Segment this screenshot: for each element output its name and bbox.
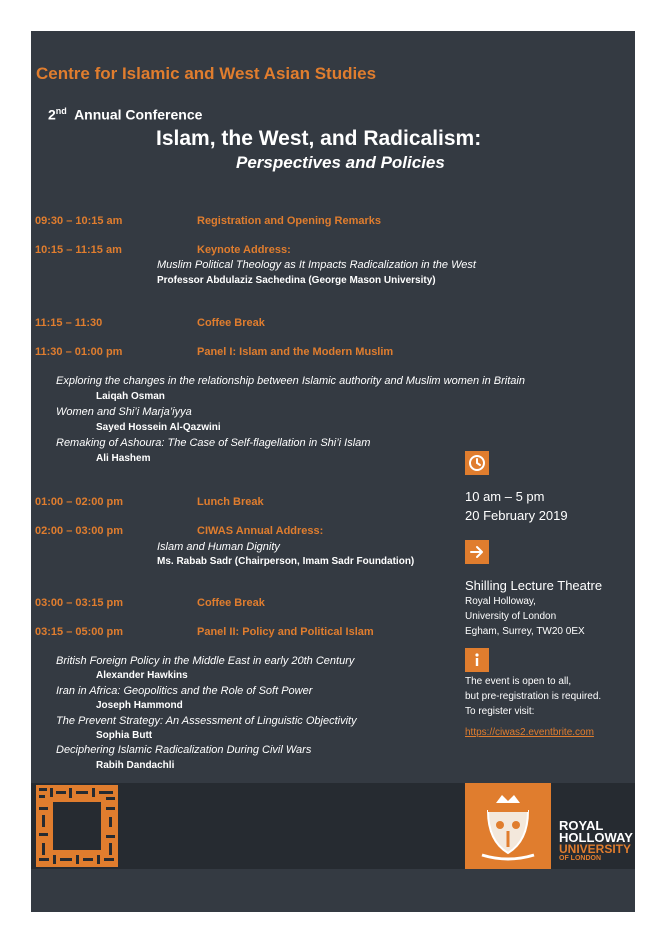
talk-panel1-2: Women and Shi’i Marja’iyya <box>56 406 192 418</box>
speaker-panel2-2: Joseph Hammond <box>96 700 183 711</box>
time-panel-1: 11:30 – 01:00 pm <box>35 346 123 358</box>
ciwas-logo <box>36 785 118 867</box>
session-keynote: Keynote Address: <box>197 244 291 256</box>
rh-name-line-3: UNIVERSITY <box>559 842 632 856</box>
session-panel-1: Panel I: Islam and the Modern Muslim <box>197 346 394 358</box>
speaker-address: Ms. Rabab Sadr (Chairperson, Imam Sadr Foundation) <box>157 556 415 567</box>
time-panel-2: 03:15 – 05:00 pm <box>35 626 124 638</box>
session-registration: Registration and Opening Remarks <box>197 215 381 227</box>
talk-panel1-3: Remaking of Ashoura: The Case of Self-flagellation in Shi’i Islam <box>56 437 371 449</box>
session-coffee-2: Coffee Break <box>197 597 265 609</box>
time-coffee-1: 11:15 – 11:30 <box>35 317 103 329</box>
crest-icon <box>478 791 538 861</box>
registration-link[interactable]: https://ciwas2.eventbrite.com <box>465 727 594 738</box>
event-date: 20 February 2019 <box>465 508 568 523</box>
time-address: 02:00 – 03:00 pm <box>35 525 124 537</box>
time-registration: 09:30 – 10:15 am <box>35 215 123 227</box>
rh-name-line-4: OF LONDON <box>559 855 601 862</box>
speaker-panel1-2: Sayed Hossein Al-Qazwini <box>96 422 221 433</box>
talk-address: Islam and Human Dignity <box>157 541 280 553</box>
rh-name-line-1: ROYAL <box>559 818 604 833</box>
speaker-panel1-1: Laiqah Osman <box>96 391 165 402</box>
organization-name: Centre for Islamic and West Asian Studies <box>36 64 377 83</box>
time-coffee-2: 03:00 – 03:15 pm <box>35 597 124 609</box>
venue-address-1: Royal Holloway, <box>465 596 536 607</box>
venue-address-2: University of London <box>465 611 557 622</box>
royal-holloway-logo <box>465 783 635 869</box>
session-address: CIWAS Annual Address: <box>197 525 324 537</box>
speaker-panel1-3: Ali Hashem <box>96 453 151 464</box>
rh-name-line-2: HOLLOWAY <box>559 830 633 845</box>
talk-panel2-4: Deciphering Islamic Radicalization During Civil Wars <box>56 744 312 756</box>
time-keynote: 10:15 – 11:15 am <box>35 244 122 256</box>
poster <box>31 31 635 912</box>
talk-panel2-1: British Foreign Policy in the Middle East in early 20th Century <box>56 655 355 667</box>
arrow-right-icon <box>465 540 489 564</box>
speaker-keynote: Professor Abdulaziz Sachedina (George Mason University) <box>157 275 436 286</box>
speaker-panel2-3: Sophia Butt <box>96 730 153 741</box>
venue-name: Shilling Lecture Theatre <box>465 578 603 593</box>
note-line-1: The event is open to all, <box>465 676 572 687</box>
session-lunch: Lunch Break <box>197 496 264 508</box>
clock-icon <box>465 451 489 475</box>
event-time: 10 am – 5 pm <box>465 489 545 504</box>
speaker-panel2-4: Rabih Dandachli <box>96 760 175 771</box>
speaker-panel2-1: Alexander Hawkins <box>96 670 188 681</box>
conference-title: Islam, the West, and Radicalism: <box>156 127 482 150</box>
info-icon <box>465 648 489 672</box>
talk-keynote: Muslim Political Theology as It Impacts Radicalization in the West <box>157 259 476 271</box>
conference-label: 2nd Annual Conference <box>48 106 203 123</box>
time-lunch: 01:00 – 02:00 pm <box>35 496 124 508</box>
talk-panel2-3: The Prevent Strategy: An Assessment of Linguistic Objectivity <box>56 715 357 727</box>
note-line-2: but pre-registration is required. <box>465 691 602 702</box>
talk-panel2-2: Iran in Africa: Geopolitics and the Role of Soft Power <box>56 685 313 697</box>
talk-panel1-1: Exploring the changes in the relationship between Islamic authority and Muslim women in Britain <box>56 375 525 387</box>
conference-subtitle: Perspectives and Policies <box>236 153 445 172</box>
session-coffee-1: Coffee Break <box>197 317 265 329</box>
note-line-3: To register visit: <box>465 706 535 717</box>
venue-address-3: Egham, Surrey, TW20 0EX <box>465 626 585 637</box>
session-panel-2: Panel II: Policy and Political Islam <box>197 626 374 638</box>
